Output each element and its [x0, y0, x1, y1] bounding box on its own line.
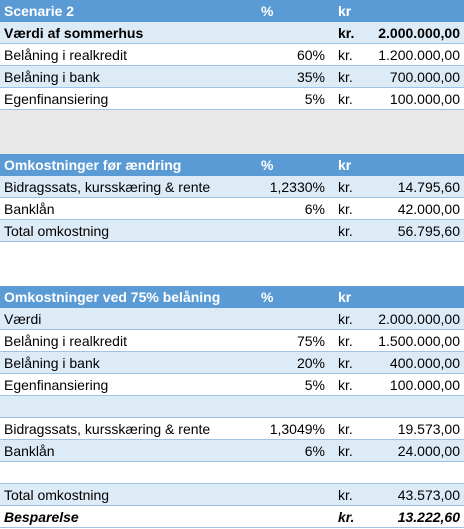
row-label: Banklån	[4, 201, 55, 217]
table3-header-pct: %	[261, 289, 274, 305]
table1-header	[0, 0, 464, 22]
row-amt	[366, 462, 464, 483]
row-amt: 100.000,00	[389, 377, 460, 393]
row-pct: 5%	[304, 91, 325, 107]
row-cur: kr.	[338, 421, 353, 437]
row-cur: kr.	[338, 201, 353, 217]
row-label: Bidragssats, kursskæring & rente	[4, 179, 211, 195]
row-cur: kr.	[338, 443, 353, 459]
table2-row	[0, 176, 464, 198]
row-pct: 35%	[296, 69, 325, 85]
table3-row	[0, 308, 464, 330]
row-cur	[329, 462, 366, 483]
table3-row	[0, 374, 464, 396]
row-pct: 6%	[304, 443, 325, 459]
table2-header	[0, 154, 464, 176]
row-amt: 56.795,60	[397, 223, 460, 239]
row-cur: kr.	[338, 91, 353, 107]
table3-header-amt	[366, 286, 464, 307]
row-pct	[257, 506, 329, 527]
row-cur: kr.	[338, 487, 353, 503]
row-cur: kr.	[338, 377, 353, 393]
row-label	[0, 396, 257, 417]
table2-header-cur: kr	[338, 157, 352, 173]
row-amt: 14.795,60	[397, 179, 460, 195]
row-cur: kr.	[338, 223, 353, 239]
row-label: Besparelse	[4, 509, 79, 525]
table1-row	[0, 88, 464, 110]
row-cur: kr.	[338, 25, 355, 41]
row-pct	[257, 22, 329, 43]
table3-row	[0, 330, 464, 352]
table3-row	[0, 396, 464, 418]
table3-row	[0, 352, 464, 374]
row-pct	[257, 462, 329, 483]
row-cur: kr.	[338, 355, 353, 371]
row-pct: 1,3049%	[269, 421, 325, 437]
table3-header-cur: kr	[338, 289, 352, 305]
table3-row-savings	[0, 506, 464, 528]
row-label: Egenfinansiering	[4, 377, 109, 393]
row-cur	[329, 396, 366, 417]
row-label: Banklån	[4, 443, 55, 459]
table2-header-pct: %	[261, 157, 274, 173]
table3-row	[0, 418, 464, 440]
table1-header-cur: kr	[338, 3, 352, 19]
row-pct: 20%	[296, 355, 325, 371]
row-amt: 1.500.000,00	[378, 333, 460, 349]
row-amt: 2.000.000,00	[378, 25, 460, 41]
row-amt: 24.000,00	[397, 443, 460, 459]
table2-header-amt	[366, 154, 464, 175]
table2-header-label: Omkostninger før ændring	[4, 157, 182, 173]
table3-row	[0, 484, 464, 506]
row-label: Total omkostning	[4, 223, 110, 239]
row-amt	[366, 396, 464, 417]
row-cur: kr.	[338, 509, 355, 525]
row-label: Belåning i bank	[4, 355, 100, 371]
row-amt: 13.222,60	[397, 509, 460, 525]
table1-header-label: Scenarie 2	[4, 3, 75, 19]
spacer	[0, 110, 464, 154]
row-label	[0, 462, 257, 483]
spacer	[0, 242, 464, 286]
row-pct: 60%	[296, 47, 325, 63]
row-cur: kr.	[338, 69, 353, 85]
table3-row	[0, 440, 464, 462]
row-cur: kr.	[338, 47, 353, 63]
row-label: Belåning i realkredit	[4, 47, 127, 63]
row-label: Egenfinansiering	[4, 91, 109, 107]
row-amt: 400.000,00	[389, 355, 460, 371]
row-cur: kr.	[338, 311, 353, 327]
row-amt: 700.000,00	[389, 69, 460, 85]
table1-row	[0, 66, 464, 88]
row-amt: 100.000,00	[389, 91, 460, 107]
table2-row	[0, 220, 464, 242]
row-label: Belåning i bank	[4, 69, 100, 85]
table3-header	[0, 286, 464, 308]
row-amt: 19.573,00	[397, 421, 460, 437]
row-pct	[257, 308, 329, 329]
table1-row	[0, 22, 464, 44]
row-label: Belåning i realkredit	[4, 333, 127, 349]
row-pct: 75%	[296, 333, 325, 349]
row-cur: kr.	[338, 333, 353, 349]
row-label: Værdi	[4, 311, 42, 327]
row-label: Værdi af sommerhus	[4, 25, 144, 41]
table3-row	[0, 462, 464, 484]
table1-row	[0, 44, 464, 66]
table2-row	[0, 198, 464, 220]
row-pct	[257, 220, 329, 241]
row-amt: 2.000.000,00	[378, 311, 460, 327]
row-amt: 1.200.000,00	[378, 47, 460, 63]
table1-header-amt	[366, 0, 464, 21]
row-pct: 6%	[304, 201, 325, 217]
row-pct	[257, 484, 329, 505]
row-cur: kr.	[338, 179, 353, 195]
table1-header-pct: %	[261, 3, 274, 19]
table3-header-label: Omkostninger ved 75% belåning	[4, 289, 221, 305]
row-pct	[257, 396, 329, 417]
row-label: Total omkostning	[4, 487, 110, 503]
row-pct: 5%	[304, 377, 325, 393]
row-amt: 43.573,00	[397, 487, 460, 503]
row-amt: 42.000,00	[397, 201, 460, 217]
row-label: Bidragssats, kursskæring & rente	[4, 421, 211, 437]
row-pct: 1,2330%	[269, 179, 325, 195]
